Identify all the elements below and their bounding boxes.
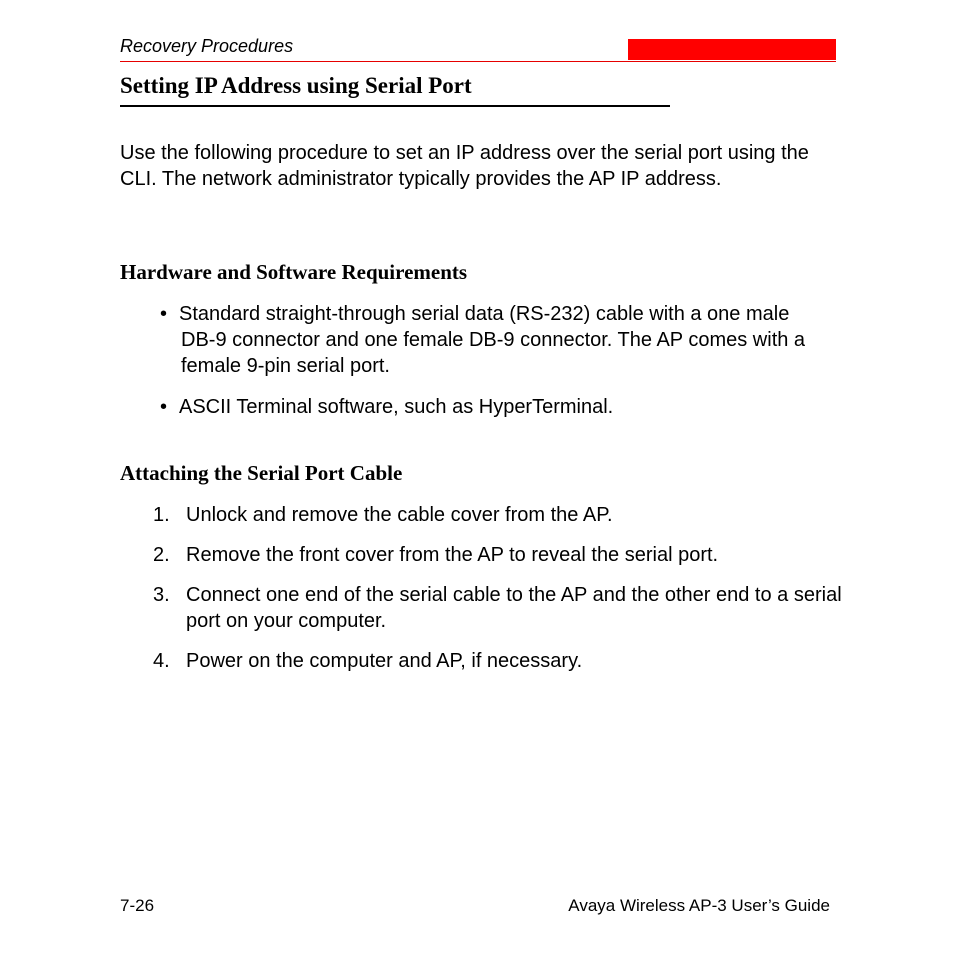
bullet-icon: • [160, 396, 168, 418]
title-underline [120, 105, 670, 107]
bullet-text: ASCII Terminal software, such as HyperTerminal. [179, 396, 614, 418]
step-text: Connect one end of the serial cable to the AP and the other end to a serial port on your computer. [186, 584, 842, 632]
running-header: Recovery Procedures [120, 36, 294, 56]
list-item [153, 502, 843, 528]
intro-paragraph: Use the following procedure to set an IP address over the serial port using the CLI. The network administrator typically provides the AP IP address. [120, 142, 809, 190]
list-item [160, 301, 820, 379]
step-number: 1. [153, 504, 170, 526]
step-number: 2. [153, 544, 170, 566]
list-item [153, 542, 843, 568]
bullet-icon: • [160, 303, 168, 325]
attach-heading: Attaching the Serial Port Cable [120, 461, 403, 485]
list-item [153, 582, 843, 634]
step-number: 4. [153, 650, 170, 672]
bullet-text: Standard straight-through serial data (RS-232) cable with a one male DB-9 connector and one female DB-9 connector. The AP comes with a female 9-pin serial port. [179, 303, 806, 377]
step-text: Unlock and remove the cable cover from the AP. [186, 504, 613, 526]
step-text: Remove the front cover from the AP to reveal the serial port. [186, 544, 719, 566]
footer-guide-title: Avaya Wireless AP-3 User’s Guide [568, 896, 830, 915]
hardware-heading: Hardware and Software Requirements [120, 260, 468, 284]
list-item [153, 648, 843, 674]
step-text: Power on the computer and AP, if necessary. [186, 650, 583, 672]
header-rule [120, 61, 836, 62]
step-number: 3. [153, 584, 170, 606]
list-item [160, 394, 820, 420]
header-accent-bar [628, 39, 836, 60]
page-number: 7-26 [120, 896, 155, 915]
section-title: Setting IP Address using Serial Port [120, 73, 472, 98]
